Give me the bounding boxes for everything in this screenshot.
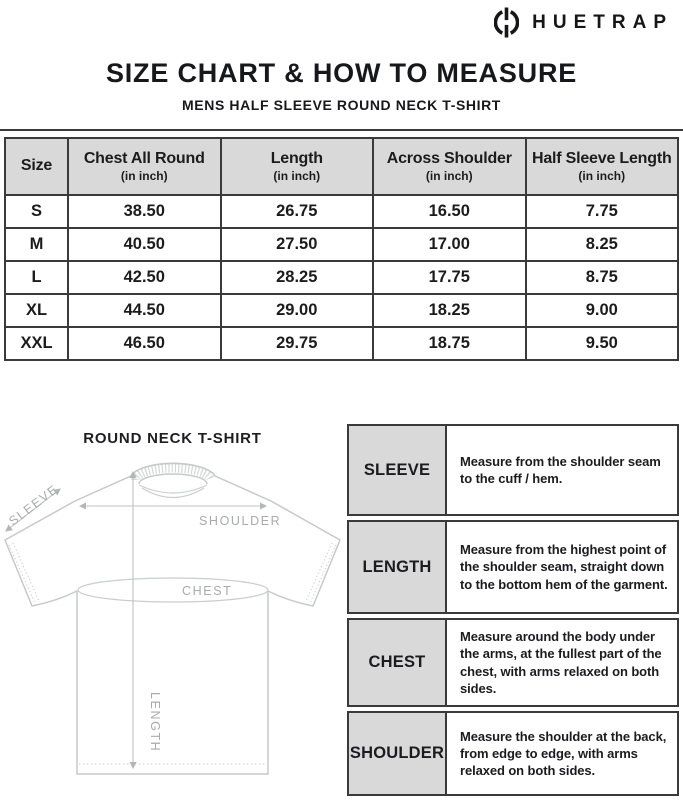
how-to-measure-table <box>347 424 679 800</box>
shoulder-cell: 17.75 <box>373 261 526 294</box>
sleeve-cell: 8.75 <box>526 261 679 294</box>
col-header-shoulder: Across Shoulder (in inch) <box>373 138 526 195</box>
size-cell: XXL <box>5 327 68 360</box>
diagram-chest-label: CHEST <box>182 584 233 598</box>
divider-rule <box>0 129 683 131</box>
measure-row-shoulder <box>347 711 679 796</box>
measure-description: Measure the shoulder at the back, from edge to edge, with arms relaxed on both sides. <box>460 728 667 779</box>
table-row <box>5 228 678 261</box>
brand-logo <box>494 7 673 38</box>
measure-description: Measure from the shoulder seam to the cuff / hem. <box>460 453 661 486</box>
huetrap-power-bracket-icon <box>494 7 519 38</box>
chest-cell: 40.50 <box>68 228 221 261</box>
size-cell: M <box>5 228 68 261</box>
length-cell: 26.75 <box>221 195 374 228</box>
col-header-size: Size <box>5 138 68 195</box>
measure-row-length <box>347 520 679 614</box>
size-cell: S <box>5 195 68 228</box>
size-cell: L <box>5 261 68 294</box>
measure-label: LENGTH <box>349 522 447 612</box>
table-row <box>5 327 678 360</box>
measure-description: Measure from the highest point of the shoulder seam, straight down to the bottom hem of the garment. <box>460 542 668 592</box>
chest-cell: 38.50 <box>68 195 221 228</box>
measure-label: CHEST <box>349 620 447 705</box>
diagram-shoulder-label: SHOULDER <box>199 514 282 528</box>
measure-label: SLEEVE <box>349 426 447 514</box>
table-row <box>5 261 678 294</box>
table-row <box>5 294 678 327</box>
shoulder-cell: 16.50 <box>373 195 526 228</box>
sleeve-cell: 9.00 <box>526 294 679 327</box>
size-cell: XL <box>5 294 68 327</box>
diagram-sleeve-label: SLEEVE <box>6 481 62 529</box>
col-header-sleeve: Half Sleeve Length (in inch) <box>526 138 679 195</box>
sleeve-cell: 8.25 <box>526 228 679 261</box>
sleeve-cell: 7.75 <box>526 195 679 228</box>
shoulder-cell: 18.75 <box>373 327 526 360</box>
measure-row-sleeve <box>347 424 679 516</box>
measure-description: Measure around the body under the arms, at the fullest part of the chest, with arms relaxed on both sides. <box>460 628 662 696</box>
col-header-chest: Chest All Round (in inch) <box>68 138 221 195</box>
chest-cell: 46.50 <box>68 327 221 360</box>
size-table-header-row <box>5 138 678 195</box>
sleeve-cell: 9.50 <box>526 327 679 360</box>
length-cell: 29.00 <box>221 294 374 327</box>
measure-label: SHOULDER <box>349 713 447 794</box>
tshirt-drawing <box>0 454 347 800</box>
col-header-length: Length (in inch) <box>221 138 374 195</box>
page-title: SIZE CHART & HOW TO MEASURE <box>105 58 578 88</box>
measure-row-chest <box>347 618 679 707</box>
diagram-title: ROUND NECK T-SHIRT <box>83 430 262 447</box>
diagram-length-label: LENGTH <box>148 692 162 753</box>
page-subtitle: MENS HALF SLEEVE ROUND NECK T-SHIRT <box>182 97 501 113</box>
size-chart-table <box>4 137 679 361</box>
length-cell: 28.25 <box>221 261 374 294</box>
shoulder-cell: 18.25 <box>373 294 526 327</box>
length-cell: 29.75 <box>221 327 374 360</box>
length-cell: 27.50 <box>221 228 374 261</box>
table-row <box>5 195 678 228</box>
shoulder-cell: 17.00 <box>373 228 526 261</box>
chest-cell: 42.50 <box>68 261 221 294</box>
brand-name: HUETRAP <box>532 11 673 33</box>
chest-cell: 44.50 <box>68 294 221 327</box>
tshirt-diagram <box>0 424 347 800</box>
